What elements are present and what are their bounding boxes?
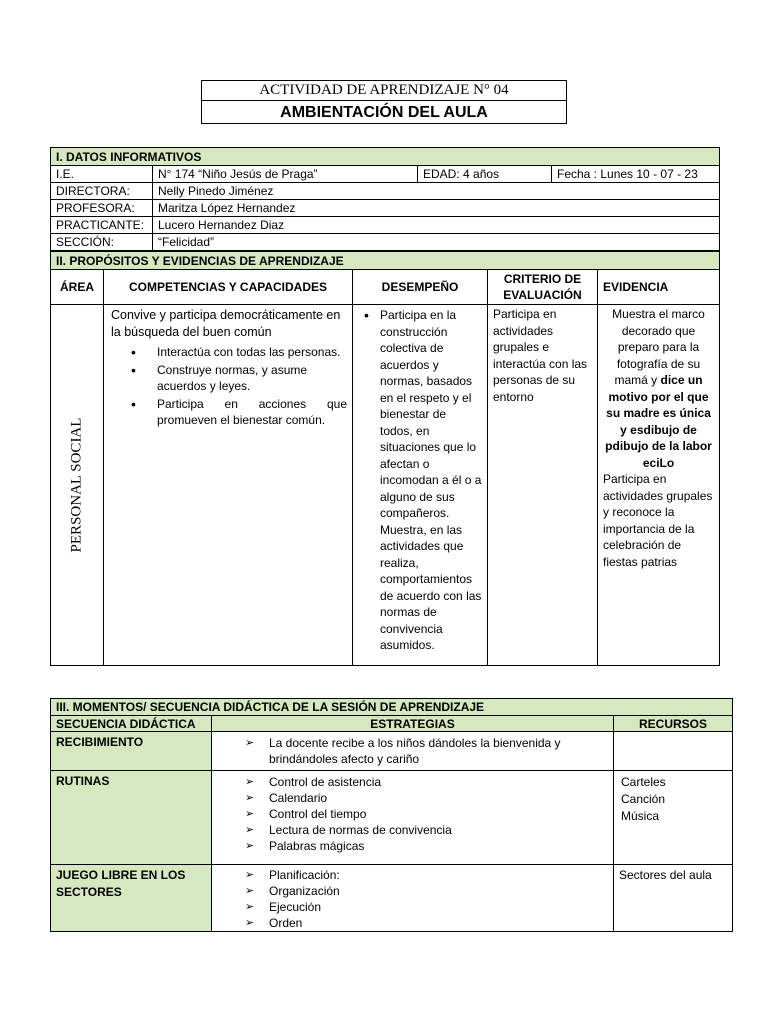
row-name-juego-libre: JUEGO LIBRE EN LOS SECTORES [51,865,212,932]
capacidades-list [109,344,347,428]
evidencia-cell [598,305,720,666]
row-strategies-recibimiento [212,732,614,771]
strategy-item: ➢ Planificación: [269,867,608,883]
strategies-list [217,867,608,931]
resources-list [619,774,727,825]
desempeno-cell [353,305,488,666]
strategy-item: ➢ Control de asistencia [269,774,608,790]
competencias-cell [104,305,353,666]
evidencia-text-2: Participa en actividades grupales y reconoce la importancia de la celebración de fiestas patrias [603,472,713,569]
col-evidencia: EVIDENCIA [598,270,720,305]
ie-value: N° 174 “Niño Jesús de Praga” [153,166,418,183]
page-title: AMBIENTACIÓN DEL AULA [280,104,488,121]
resource-item: Sectores del aula [619,868,712,882]
directora-label: DIRECTORA: [51,183,153,200]
col-estrategias: ESTRATEGIAS [212,716,614,732]
strategy-item: ➢ La docente recibe a los niños dándoles la bienvenida y brindándoles afecto y cariño [269,735,608,767]
momentos-heading: III. MOMENTOS/ SECUENCIA DIDÁCTICA DE LA SESIÓN DE APRENDIZAJE [51,699,733,716]
momentos-table [50,698,733,932]
resource-item: Canción [621,792,666,806]
competencia-text: Convive y participa democráticamente en la búsqueda del buen común [111,308,341,339]
row-strategies-juego-libre [212,865,614,932]
strategies-list [217,735,608,767]
resource-item: Música [621,809,660,823]
fecha-value: Fecha : Lunes 10 - 07 - 23 [552,166,720,183]
col-desempeno: DESEMPEÑO [353,270,488,305]
capacidad-item: • Participa en acciones que promueven el bienestar común. [157,396,347,428]
strategies-list [217,774,608,854]
propositos-table [50,251,720,666]
directora-value: Nelly Pinedo Jiménez [153,183,720,200]
row-strategies-rutinas [212,771,614,865]
row-name-recibimiento: RECIBIMIENTO [51,732,212,771]
propositos-heading: II. PROPÓSITOS Y EVIDENCIAS DE APRENDIZAJE [51,252,720,270]
col-criterio: CRITERIO DE EVALUACIÓN [488,270,598,305]
row-name-rutinas: RUTINAS [51,771,212,865]
evidencia-text-1: Muestra el marco decorado que preparo para la fotografía de su mamá y [612,307,705,387]
area-cell [51,305,104,666]
ie-label: I.E. [51,166,153,183]
capacidad-item: • Construye normas, y asume acuerdos y leyes. [157,362,347,394]
practicante-value: Lucero Hernandez Diaz [153,217,720,234]
title-box [201,80,567,124]
datos-informativos-table [50,147,720,251]
desempeno-text: • Participa en la construcción colectiva de acuerdos y normas, basados en el respeto y el bienestar de todos, en situaciones que lo afectan o incomodan a él o a alguno de sus compañeros. Muestra, en las actividades que realiza, comportamientos de acuerdo con las normas de convivencia asumidos. [380,307,482,654]
resource-item: Carteles [621,775,666,789]
edad-value: EDAD: 4 años [418,166,552,183]
profesora-value: Maritza López Hernandez [153,200,720,217]
strategy-item: ➢ Orden [269,915,608,931]
seccion-value: “Felicidad” [153,234,720,251]
col-competencias: COMPETENCIAS Y CAPACIDADES [104,270,353,305]
col-area: ÁREA [51,270,104,305]
resources-list [619,867,727,884]
col-secuencia: SECUENCIA DIDÁCTICA [51,716,212,732]
criterio-text: Participa en actividades grupales e interactúa con las personas de su entorno [488,305,598,666]
datos-heading: I. DATOS INFORMATIVOS [51,148,720,166]
row-resources-recibimiento [614,732,733,771]
activity-number: ACTIVIDAD DE APRENDIZAJE N° 04 [202,81,566,101]
capacidad-item: • Interactúa con todas las personas. [157,344,347,360]
profesora-label: PROFESORA: [51,200,153,217]
strategy-item: ➢ Palabras mágicas [269,838,608,854]
strategy-item: ➢ Organización [269,883,608,899]
row-resources-rutinas [614,771,733,865]
col-recursos: RECURSOS [614,716,733,732]
strategy-item: ➢ Lectura de normas de convivencia [269,822,608,838]
area-label: PERSONAL SOCIAL [68,417,85,553]
practicante-label: PRACTICANTE: [51,217,153,234]
strategy-item: ➢ Control del tiempo [269,806,608,822]
strategy-item: ➢ Ejecución [269,899,608,915]
seccion-label: SECCIÓN: [51,234,153,251]
row-resources-juego-libre [614,865,733,932]
strategy-item: ➢ Calendario [269,790,608,806]
evidencia-bold: dice un motivo por el que su madre es única y esdibujo de pdibujo de la labor eciLo [605,373,712,470]
